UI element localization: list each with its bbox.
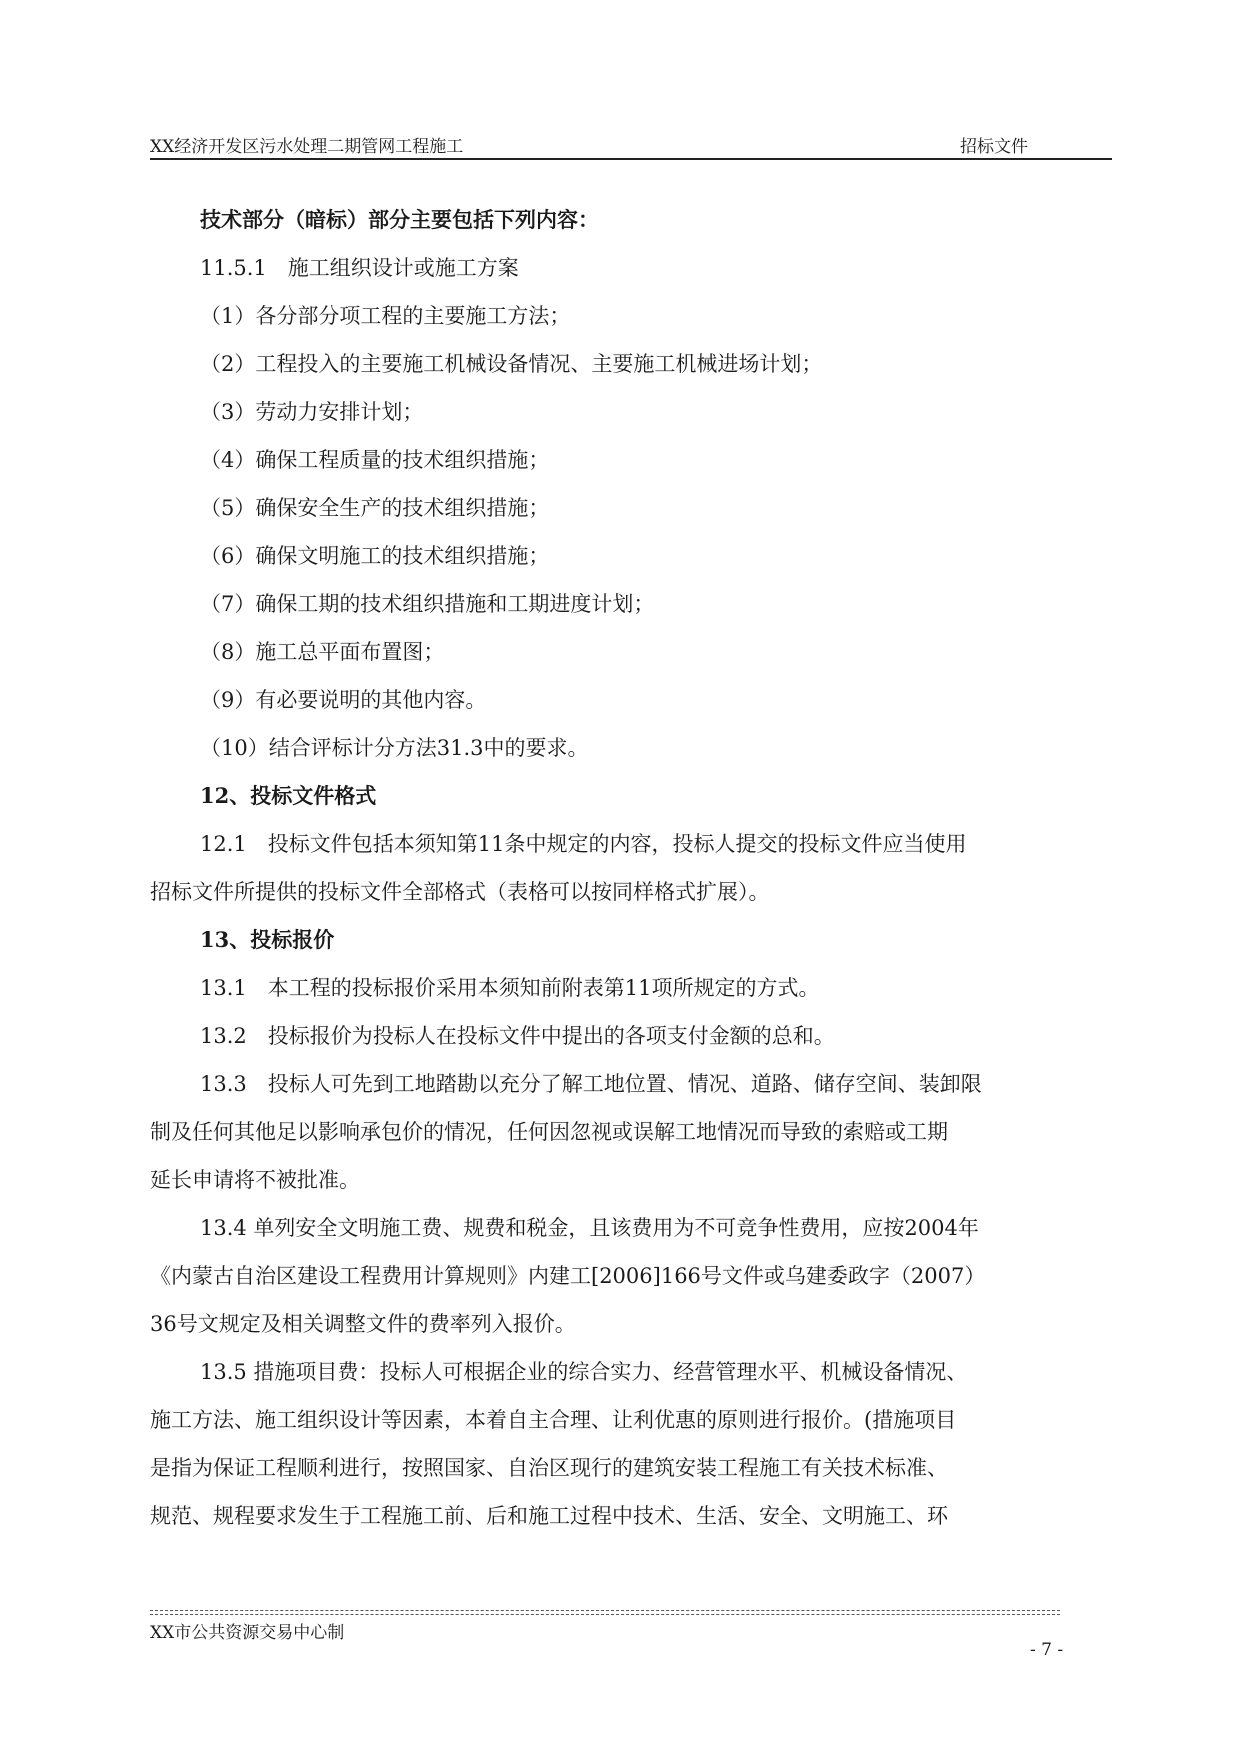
document-body (150, 196, 1112, 1540)
paragraph-line: （10）结合评标计分方法31.3中的要求。 (200, 736, 589, 760)
paragraph-line: 规范、规程要求发生于工程施工前、后和施工过程中技术、生活、安全、文明施工、环 (150, 1504, 948, 1528)
paragraph-line: 制及任何其他足以影响承包价的情况，任何因忽视或误解工地情况而导致的索赔或工期 (150, 1120, 948, 1144)
paragraph-line: （2）工程投入的主要施工机械设备情况、主要施工机械进场计划； (200, 352, 823, 376)
page-number: - 7 - (1030, 1640, 1064, 1660)
paragraph-line: （4）确保工程质量的技术组织措施； (200, 448, 550, 472)
paragraph-line: （7）确保工期的技术组织措施和工期进度计划； (200, 592, 655, 616)
paragraph-line: 13.1 本工程的投标报价采用本须知前附表第11项所规定的方式。 (200, 976, 820, 1000)
page-header (150, 132, 1112, 160)
paragraph-line: 施工方法、施工组织设计等因素，本着自主合理、让利优惠的原则进行报价。(措施项目 (150, 1408, 957, 1432)
paragraph-line: （9）有必要说明的其他内容。 (200, 688, 487, 712)
paragraph-line: 12.1 投标文件包括本须知第11条中规定的内容，投标人提交的投标文件应当使用 (200, 832, 967, 856)
paragraph-line: 招标文件所提供的投标文件全部格式（表格可以按同样格式扩展）。 (150, 880, 770, 904)
paragraph-line: 11.5.1 施工组织设计或施工方案 (200, 256, 519, 280)
section-heading: 13、投标报价 (200, 927, 335, 952)
paragraph-line: 延长申请将不被批准。 (150, 1168, 360, 1192)
section-heading: 12、投标文件格式 (200, 783, 377, 808)
paragraph-line: 13.3 投标人可先到工地踏勘以充分了解工地位置、情况、道路、储存空间、装卸限 (200, 1072, 982, 1096)
paragraph-line: （8）施工总平面布置图； (200, 640, 445, 664)
paragraph-line: 13.2 投标报价为投标人在投标文件中提出的各项支付金额的总和。 (200, 1024, 835, 1048)
paragraph-line: 13.4 单列安全文明施工费、规费和税金，且该费用为不可竞争性费用，应按2004年 (200, 1216, 979, 1240)
paragraph-line: （3）劳动力安排计划； (200, 400, 424, 424)
paragraph-line: （6）确保文明施工的技术组织措施； (200, 544, 550, 568)
footer-divider (150, 1610, 1060, 1611)
header-title: XX经济开发区污水处理二期管网工程施工 (150, 137, 464, 157)
footer-issuer: XX市公共资源交易中心制 (150, 1623, 345, 1643)
paragraph-line: 《内蒙古自治区建设工程费用计算规则》内建工[2006]166号文件或乌建委政字（2007） (150, 1264, 986, 1288)
section-heading: 技术部分（暗标）部分主要包括下列内容： (200, 207, 599, 232)
footer-divider-secondary (150, 1614, 1060, 1615)
paragraph-line: 13.5 措施项目费：投标人可根据企业的综合实力、经营管理水平、机械设备情况、 (200, 1360, 968, 1384)
paragraph-line: 是指为保证工程顺利进行，按照国家、自治区现行的建筑安装工程施工有关技术标准、 (150, 1456, 948, 1480)
paragraph-line: （1）各分部分项工程的主要施工方法； (200, 304, 571, 328)
paragraph-line: （5）确保安全生产的技术组织措施； (200, 496, 550, 520)
header-doc-type: 招标文件 (960, 137, 1028, 157)
paragraph-line: 36号文规定及相关调整文件的费率列入报价。 (150, 1312, 576, 1336)
